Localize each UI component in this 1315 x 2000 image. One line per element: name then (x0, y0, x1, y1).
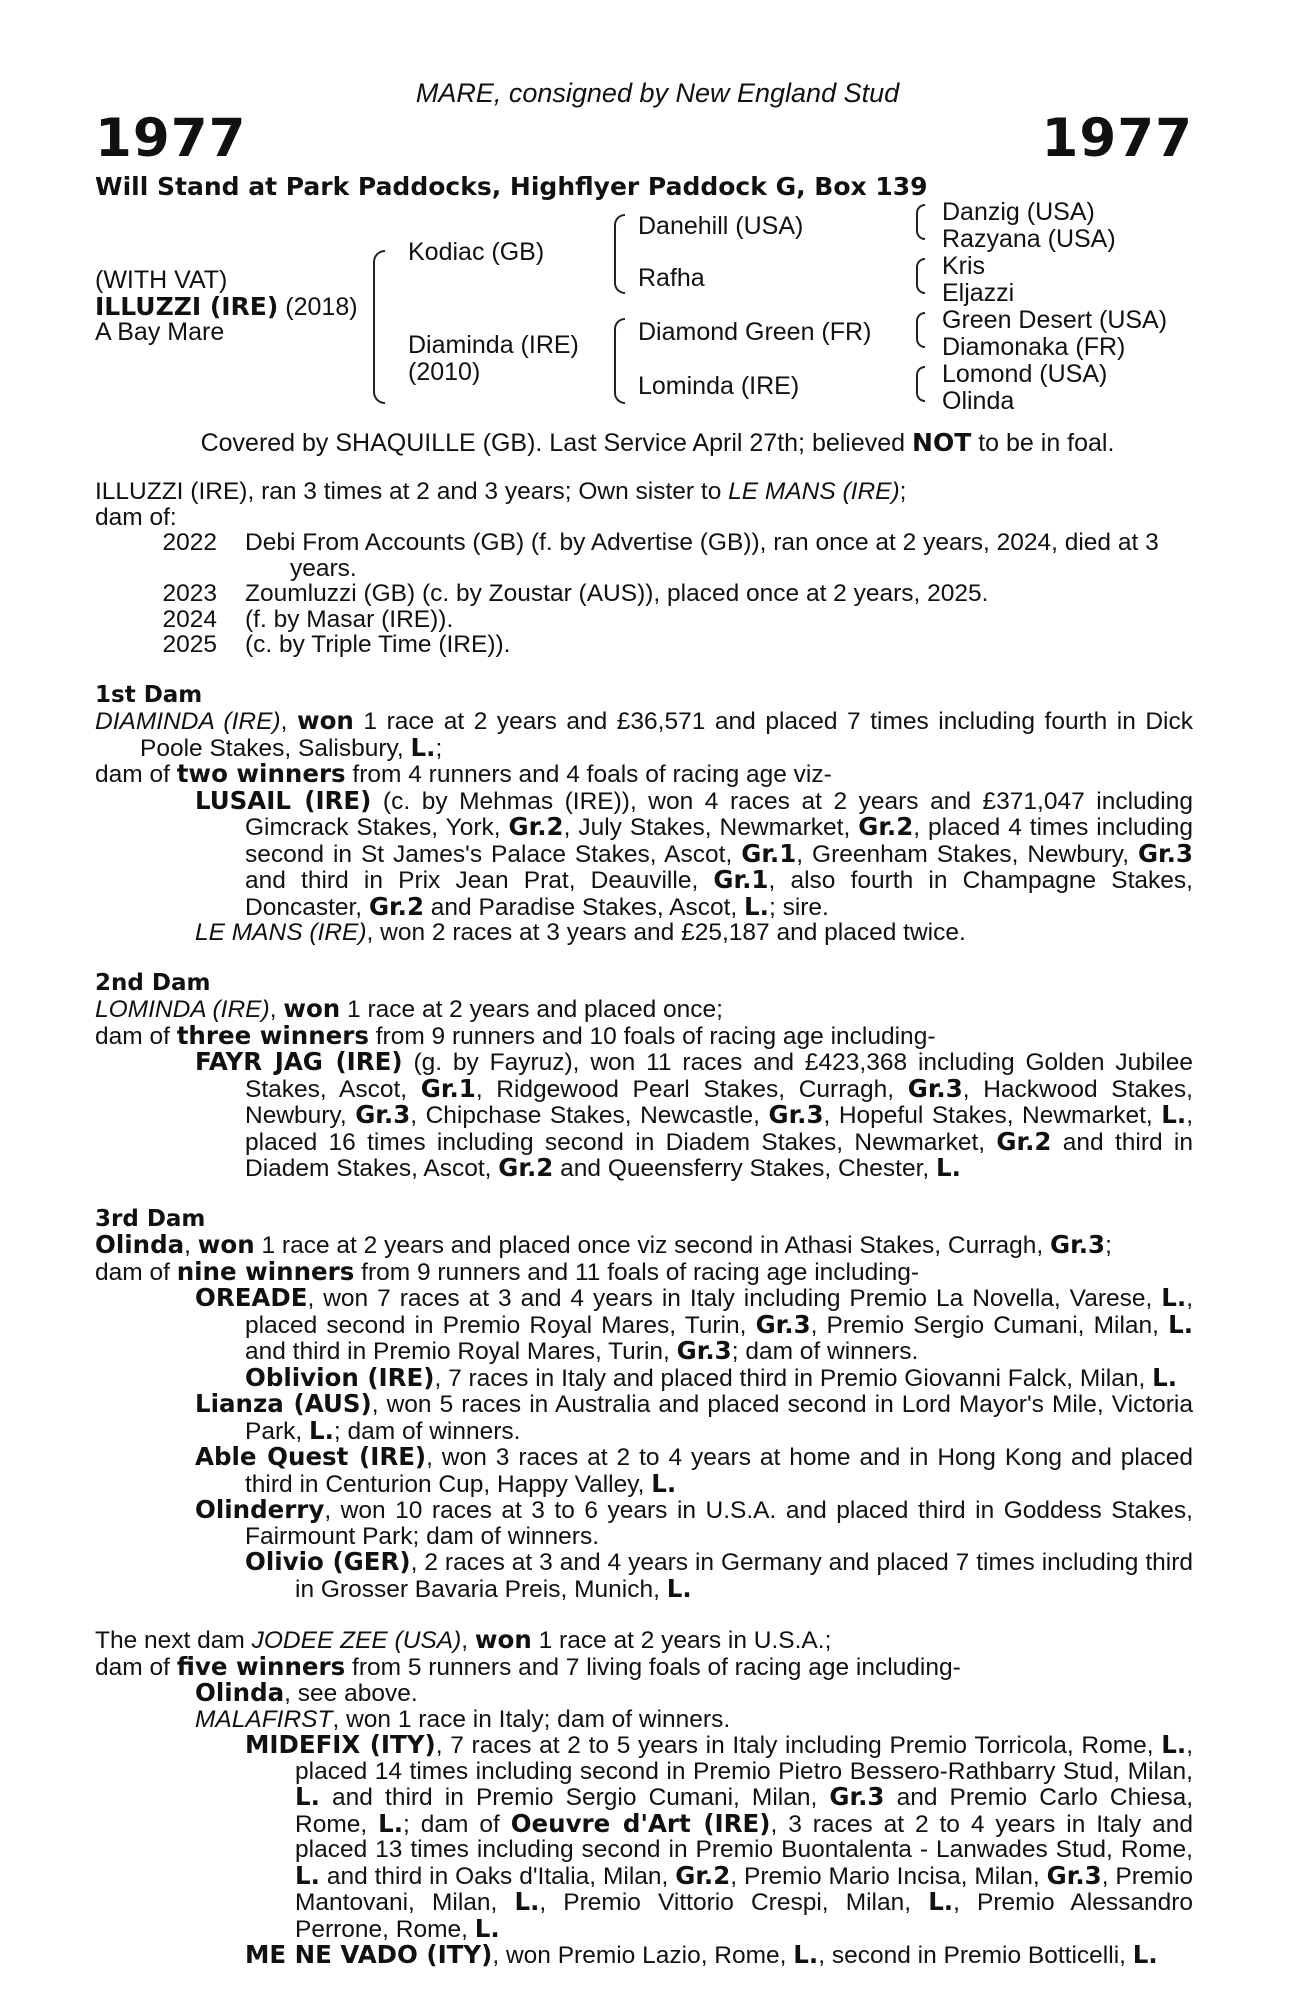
progeny-olinderry: Olinderry, won 10 races at 3 to 6 years in U.S.A. and placed third in Goddess Stakes, Fairmount Park; dam of winners. (195, 1495, 1193, 1550)
dam3-produce: dam of nine winners from 9 runners and 11 foals of racing age including- (95, 1256, 920, 1286)
lot-number-right: 1977 (1041, 108, 1193, 169)
dam2-produce: dam of three winners from 9 runners and 10 foals of racing age including- (95, 1020, 936, 1050)
dam2-summary: LOMINDA (IRE), won 1 race at 2 years and placed once; (95, 994, 723, 1023)
pedigree-brace (916, 204, 925, 240)
intro-damof: dam of: (95, 503, 177, 531)
covered-text: Covered by SHAQUILLE (GB). Last Service April 27th; believed (200, 429, 913, 457)
pedigree-gen3-item: Rafha (638, 264, 705, 292)
produce-row: 2025 (c. by Triple Time (IRE)). (162, 631, 511, 658)
produce-row: 2023 Zoumluzzi (GB) (c. by Zoustar (AUS)), placed once at 2 years, 2025. (162, 580, 989, 607)
progeny-me-ne-vado: ME NE VADO (ITY), won Premio Lazio, Rome, L., second in Premio Botticelli, L. (245, 1940, 1158, 1969)
progeny-able-quest: Able Quest (IRE), won 3 races at 2 to 4 years at home and in Hong Kong and placed third in Centurion Cup, Happy Valley, L. (195, 1442, 1193, 1498)
nextdam-produce: dam of five winners from 5 runners and 7 living foals of racing age including- (95, 1651, 961, 1681)
covered-emphasis: NOT (912, 428, 972, 457)
horse-year: (2018) (285, 293, 358, 321)
pedigree-gen3-item: Lominda (IRE) (638, 372, 800, 400)
pedigree-brace (916, 312, 925, 348)
section-heading-1st-dam: 1st Dam (95, 681, 203, 708)
lot-number-left: 1977 (95, 108, 247, 169)
horse-description: A Bay Mare (95, 318, 225, 346)
pedigree-brace (373, 250, 385, 404)
pedigree-gen4-item: Razyana (USA) (942, 225, 1116, 253)
progeny-lusail: LUSAIL (IRE) (c. by Mehmas (IRE)), won 4 races at 2 years and £371,047 including Gimcrack Stakes, York, Gr.2, July Stakes, Newmarket, Gr.2, placed 4 times including second in St James's Palace Stakes, Ascot, Gr.1, Greenham Stakes, Newbury, Gr.3 and third in Prix Jean Prat, Deauville, Gr.1, also fourth in Champagne Stakes, Doncaster, Gr.2 and Paradise Stakes, Ascot, L.; sire. (195, 785, 1193, 921)
pedigree-brace (916, 366, 925, 402)
progeny-lianza: Lianza (AUS), won 5 races in Australia and placed second in Lord Mayor's Mile, Victoria Park, L.; dam of winners. (195, 1389, 1193, 1445)
pedigree-gen4-item: Diamonaka (FR) (942, 333, 1126, 361)
dam-name: Diaminda (IRE) (408, 331, 579, 359)
pedigree-gen4-item: Olinda (942, 387, 1015, 415)
pedigree-gen4-item: Lomond (USA) (942, 360, 1108, 388)
dam3-summary: Olinda, won 1 race at 2 years and placed once viz second in Athasi Stakes, Curragh, Gr.3; (95, 1230, 1112, 1259)
pedigree-gen4-item: Kris (942, 252, 986, 280)
progeny-oreade: OREADE, won 7 races at 3 and 4 years in Italy including Premio La Novella, Varese, L., placed second in Premio Royal Mares, Turin, Gr.3, Premio Sergio Cumani, Milan, L. and third in Premio Royal Mares, Turin, Gr.3; dam of winners. (195, 1283, 1193, 1365)
covered-text-end: to be in foal. (971, 429, 1115, 457)
pedigree-gen4-item: Danzig (USA) (942, 198, 1095, 226)
progeny-lemans: LE MANS (IRE), won 2 races at 3 years and £25,187 and placed twice. (195, 919, 966, 946)
intro-line: ILLUZZI (IRE), ran 3 times at 2 and 3 years; Own sister to LE MANS (IRE); (95, 478, 907, 505)
progeny-olivio: Olivio (GER), 2 races at 3 and 4 years in Germany and placed 7 times including third in Grosser Bavaria Preis, Munich, L. (245, 1547, 1193, 1603)
progeny-fayr-jag: FAYR JAG (IRE) (g. by Fayruz), won 11 races and £423,368 including Golden Jubilee Stakes, Ascot, Gr.1, Ridgewood Pearl Stakes, Curragh, Gr.3, Hackwood Stakes, Newbury, Gr.3, Chipchase Stakes, Newcastle, Gr.3, Hopeful Stakes, Newmarket, L., placed 16 times including second in Diadem Stakes, Newmarket, Gr.2 and third in Diadem Stakes, Ascot, Gr.2 and Queensferry Stakes, Chester, L. (195, 1047, 1193, 1182)
covered-note (0, 428, 1315, 458)
produce-row: 2024 (f. by Masar (IRE)). (162, 605, 454, 633)
pedigree-brace (614, 214, 625, 294)
pedigree-brace (916, 258, 925, 294)
sire-name: Kodiac (GB) (408, 238, 545, 266)
pedigree-gen4-item: Green Desert (USA) (942, 306, 1168, 334)
pedigree-brace (614, 318, 625, 404)
progeny-olinda: Olinda, see above. (195, 1678, 418, 1707)
horse-name: ILLUZZI (IRE) (95, 292, 279, 321)
section-heading-2nd-dam: 2nd Dam (95, 969, 211, 996)
vat-note: (WITH VAT) (95, 266, 228, 294)
stand-info: Will Stand at Park Paddocks, Highflyer Paddock G, Box 139 (95, 172, 928, 201)
progeny-oblivion: Oblivion (IRE), 7 races in Italy and placed third in Premio Giovanni Falck, Milan, L. (245, 1362, 1178, 1392)
dam1-produce: dam of two winners from 4 runners and 4 foals of racing age viz- (95, 759, 832, 788)
dam-year: (2010) (408, 358, 481, 386)
section-heading-3rd-dam: 3rd Dam (95, 1205, 206, 1232)
dam1-summary: DIAMINDA (IRE), won 1 race at 2 years and £36,571 and placed 7 times including fourth in Dick Poole Stakes, Salisbury, L.; (95, 706, 1193, 762)
nextdam-summary: The next dam JODEE ZEE (USA), won 1 race at 2 years in U.S.A.; (95, 1625, 832, 1654)
progeny-midefix: MIDEFIX (ITY), 7 races at 2 to 5 years in Italy including Premio Torricola, Rome, L., placed 14 times including second in Premio Pietro Bessero-Rathbarry Stud, Milan, L. and third in Premio Sergio Cumani, Milan, Gr.3 and Premio Carlo Chiesa, Rome, L.; dam of Oeuvre d'Art (IRE), 3 races at 2 to 4 years in Italy and placed 13 times including second in Premio Buontalenta - Lanwades Stud, Rome, L. and third in Oaks d'Italia, Milan, Gr.2, Premio Mario Incisa, Milan, Gr.3, Premio Mantovani, Milan, L., Premio Vittorio Crespi, Milan, L., Premio Alessandro Perrone, Rome, L. (245, 1730, 1194, 1943)
produce-row: 2022 Debi From Accounts (GB) (f. by Advertise (GB)), ran once at 2 years, 2024, died at 3 years. (162, 529, 1159, 582)
progeny-malafirst: MALAFIRST, won 1 race in Italy; dam of winners. (195, 1705, 731, 1733)
consignor-subtitle: MARE, consigned by New England Stud (415, 78, 900, 108)
pedigree-gen4-item: Eljazzi (942, 279, 1015, 307)
pedigree-gen3-item: Diamond Green (FR) (638, 318, 872, 346)
pedigree-gen3-item: Danehill (USA) (638, 212, 804, 240)
catalogue-body (95, 479, 1193, 1969)
